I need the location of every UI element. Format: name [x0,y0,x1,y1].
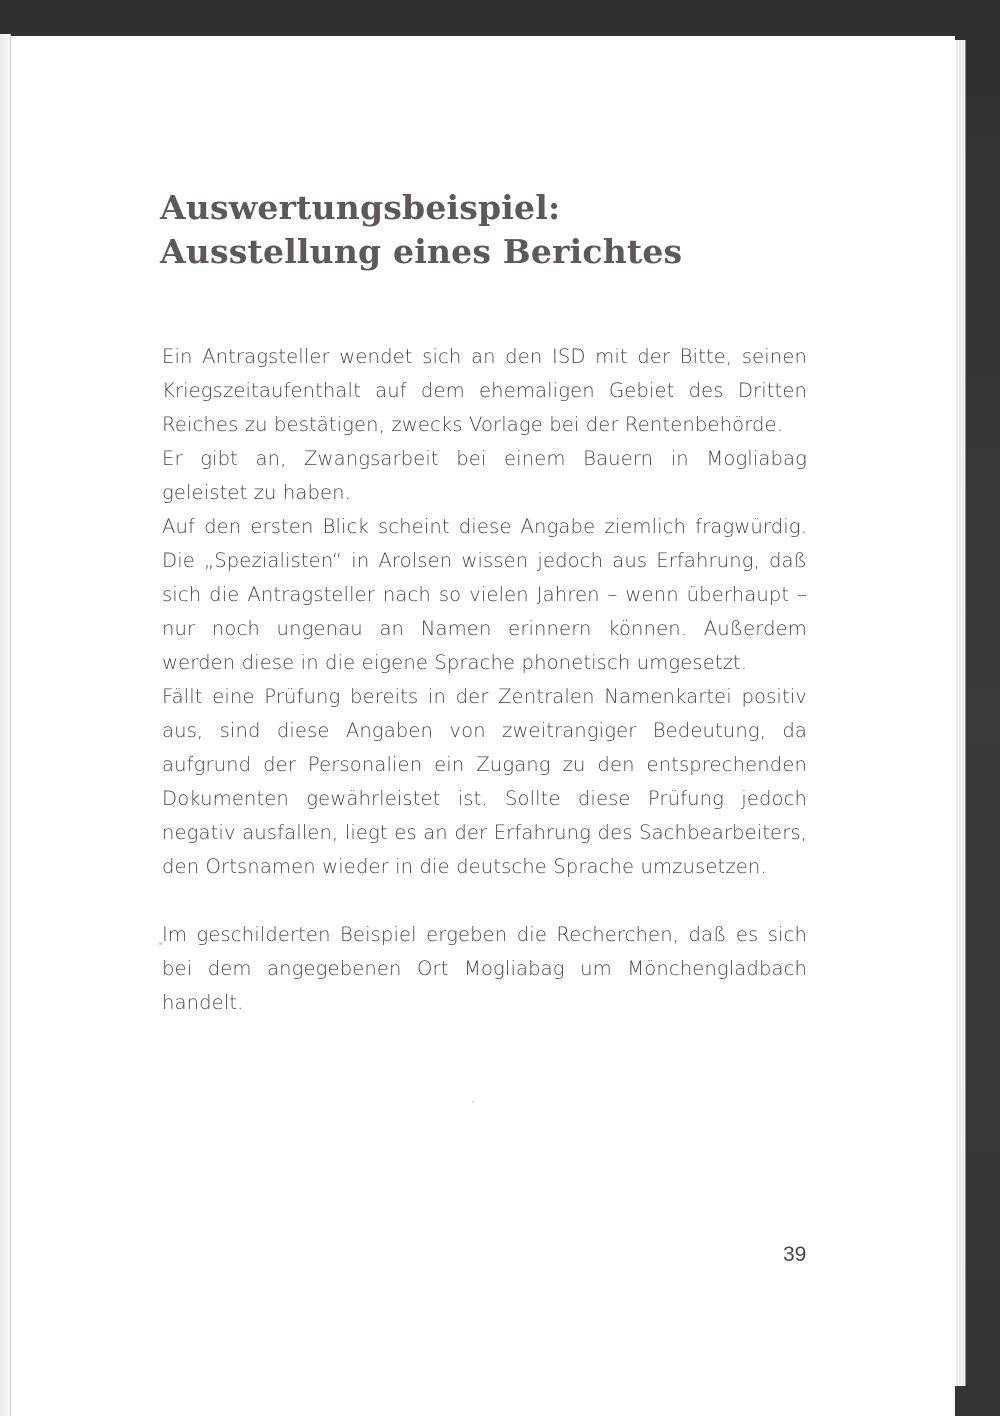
page-number: 39 [783,1243,807,1266]
paragraph-request: Ein Antragsteller wendet sich an den ISD mit der Bitte, seinen Kriegszeitaufenthalt auf dem ehemaligen Gebiet des Dritten Reiches zu bestätigen, zwecks Vorlage bei der Rentenbehörde. [162,345,807,436]
paragraph-result: Im geschilderten Beispiel ergeben die Recherchen, daß es sich bei dem angegebenen Ort Mogliabag um Mönchengladbach handelt. [162,923,807,1014]
paragraph-forced-labor: Er gibt an, Zwangsarbeit bei einem Bauern in Mogliabag geleistet zu haben. [162,447,807,504]
title-line-2: Ausstellung eines Berichtes [160,232,683,271]
page-title [160,186,860,274]
paragraph-name-index: Fällt eine Prüfung bereits in der Zentralen Namenkartei positiv aus, sind diese Angaben von zweitrangiger Bedeutung, da aufgrund der Personalien ein Zugang zu den entsprechenden Dokumenten gewährleistet ist. Sollte diese Prüfung jedoch negativ ausfallen, liegt es an der Erfahrung des Sachbearbeiters, den Ortsnamen wieder in die deutsche Sprache umzusetzen. [162,685,807,878]
page-stack-edge [955,40,966,1386]
title-line-1: Auswertungsbeispiel: [160,188,561,227]
body-text [162,340,807,1020]
paper-speck [472,1101,474,1103]
left-page-edge [0,34,11,1416]
paragraph-specialists: Auf den ersten Blick scheint diese Angabe ziemlich fragwürdig. Die „Spezialisten“ in Arolsen wissen jedoch aus Erfahrung, daß sich die Antragsteller nach so vielen Jahren – wenn überhaupt – nur noch ungenau an Namen erinnern können. Außerdem werden diese in die eigene Sprache phonetisch umgesetzt. [162,515,807,674]
